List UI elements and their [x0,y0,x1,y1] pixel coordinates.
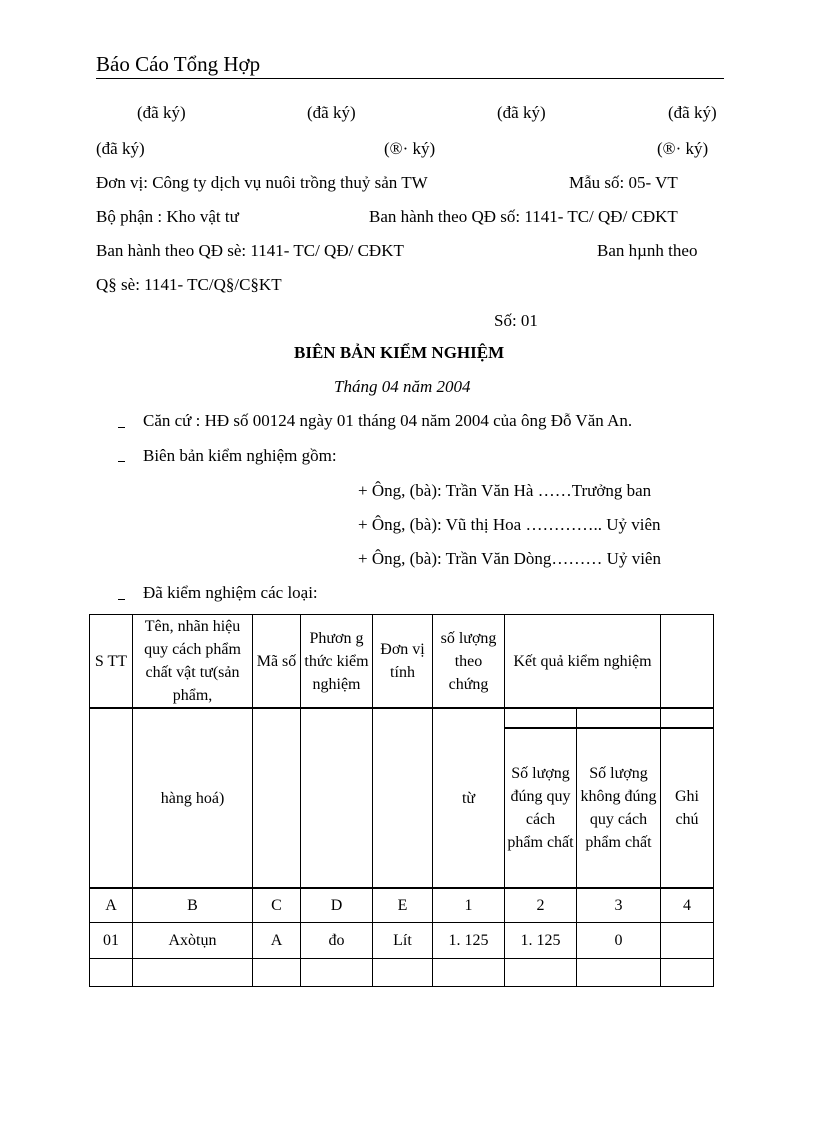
bullet-dash-icon [118,461,125,462]
row-unit: Lít [373,922,433,958]
decree-right: Ban hành theo QĐ số: 1141- TC/ QĐ/ CĐKT [369,207,678,226]
letter-cell: C [253,888,301,922]
bullet-dash-icon [118,599,125,600]
letter-cell: A [90,888,133,922]
signature-1: (đã ký) [137,103,186,122]
cont-method [301,708,373,888]
letter-cell: 2 [505,888,577,922]
letter-cell: E [373,888,433,922]
document-number: Số: 01 [494,311,538,330]
cont-spacer-2 [577,708,661,728]
header-stt: S TT [90,615,133,709]
document-subtitle: Tháng 04 năm 2004 [334,377,471,396]
signature-4: (đã ký) [668,103,717,122]
row-qty-doc: 1. 125 [433,922,505,958]
basis-line: Căn cứ : HĐ số 00124 ngày 01 tháng 04 năm 2004 của ông Đỗ Văn An. [143,411,633,430]
letter-cell: B [133,888,253,922]
cont-spacer-1 [505,708,577,728]
cont-qty-doc: từ [433,708,505,888]
document-title: BIÊN BẢN KIỂM NGHIỆM [294,343,505,362]
cont-code [253,708,301,888]
row-nonconforming: 0 [577,922,661,958]
inspected-line: Đã kiểm nghiệm các loại: [143,583,318,602]
signature-7: (®· ký) [657,139,709,158]
decree-garbled-1: Ban hµnh theo [597,241,698,260]
decree-left: Ban hành theo QĐ sè: 1141- TC/ QĐ/ CĐKT [96,241,404,260]
letter-cell: 1 [433,888,505,922]
committee-member-3: + Ông, (bà): Trần Văn Dòng……… Uỷ viên [358,549,661,568]
header-name: Tên, nhãn hiệu quy cách phẩm chất vật tư(sản phẩm, [133,615,253,709]
row-stt: 01 [90,922,133,958]
header-result: Kết quả kiểm nghiệm [505,615,661,709]
row-method: đo [301,922,373,958]
cont-name: hàng hoá) [133,708,253,888]
header-unit: Đơn vị tính [373,615,433,709]
letter-cell: D [301,888,373,922]
signature-6: (®· ký) [384,139,436,158]
header-method: Phươn g thức kiểm nghiệm [301,615,373,709]
row-note [661,922,714,958]
header-qty-doc: số lượng theo chứng [433,615,505,709]
department-line: Bộ phận : Kho vật tư [96,207,239,226]
letter-cell: 3 [577,888,661,922]
committee-member-2: + Ông, (bà): Vũ thị Hoa ………….. Uỷ viên [358,515,661,534]
header-nonconforming: Số lượng không đúng quy cách phẩm chất [577,728,661,888]
signature-2: (đã ký) [307,103,356,122]
row-code: A [253,922,301,958]
table-row [90,922,714,958]
header-note: Ghi chú [661,728,714,888]
unit-line: Đơn vị: Công ty dịch vụ nuôi trồng thuỷ sản TW [96,173,428,192]
cont-unit [373,708,433,888]
committee-intro: Biên bản kiểm nghiệm gồm: [143,446,337,465]
committee-member-1: + Ông, (bà): Trần Văn Hà ……Trưởng ban [358,481,652,500]
signature-5: (đã ký) [96,139,145,158]
letter-cell: 4 [661,888,714,922]
header-title: Báo Cáo Tổng Hợp [96,52,261,76]
header-empty [661,615,714,709]
row-conforming: 1. 125 [505,922,577,958]
inspection-table [89,614,714,987]
header-conforming: Số lượng đúng quy cách phẩm chất [505,728,577,888]
header-rule [96,78,724,79]
cont-spacer-3 [661,708,714,728]
table-row-empty [90,958,714,986]
form-number: Mẫu số: 05- VT [569,173,678,192]
signature-3: (đã ký) [497,103,546,122]
row-name: Axòtụn [133,922,253,958]
cont-stt [90,708,133,888]
decree-garbled-2: Q§ sè: 1141- TC/Q§/C§KT [96,275,282,294]
header-code: Mã số [253,615,301,709]
bullet-dash-icon [118,427,125,428]
